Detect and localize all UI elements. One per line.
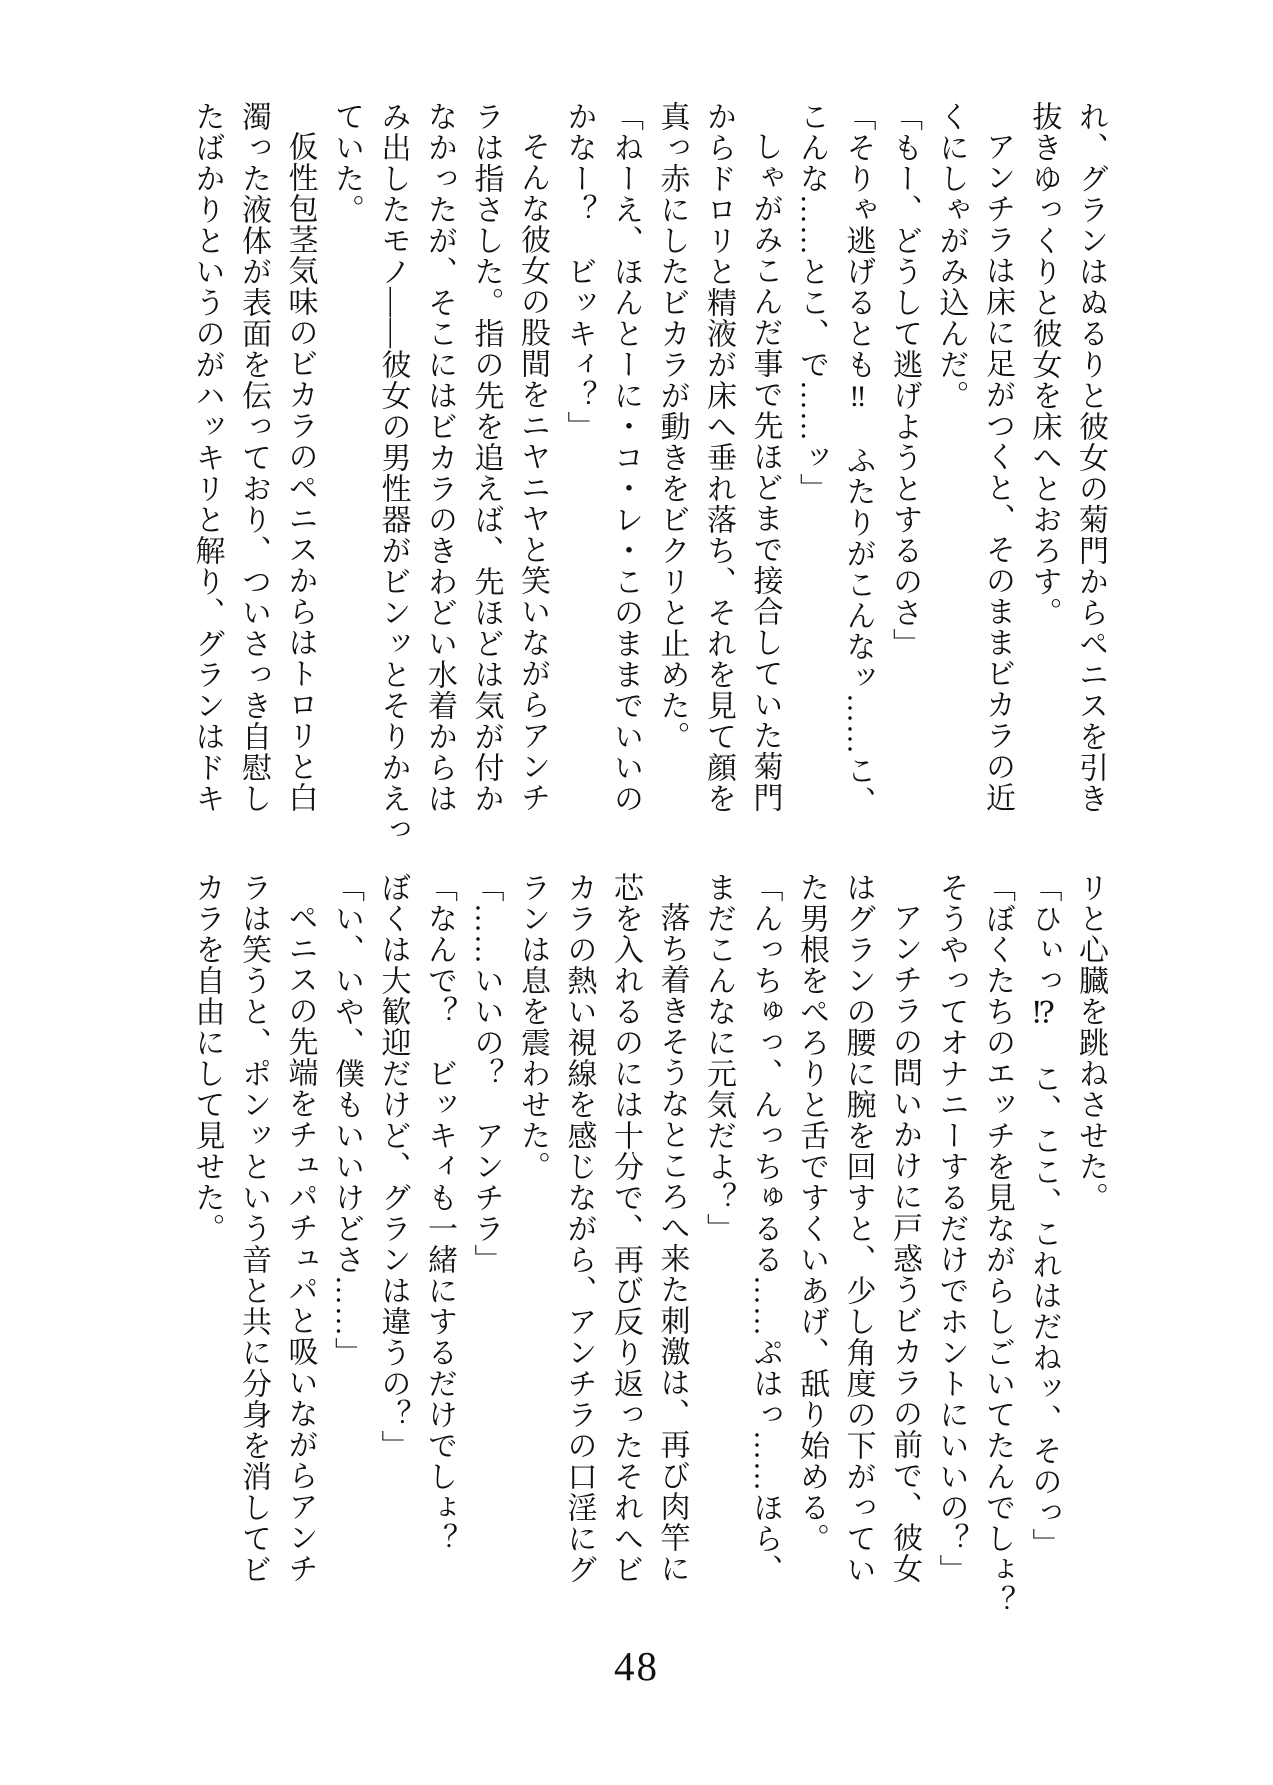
text-line: なかったが、そこにはビカラのきわどい水着からは — [423, 101, 456, 814]
text-line: そうやってオナニーするだけでホントにいいの？」 — [934, 872, 968, 1585]
text-line: カラを自由にして見せた。 — [190, 872, 224, 1244]
text-line: かなー？ ビッキィ？」 — [562, 101, 596, 442]
text-line: ていた。 — [330, 101, 363, 225]
text-line: アンチラの問いかけに戸惑うビカラの前で、彼女 — [888, 902, 921, 1584]
text-line: リと心臓を跳ねさせた。 — [1074, 872, 1107, 1213]
text-line: 「ぼくたちのエッチを見ながらしごいてたんでしょ？ — [981, 872, 1014, 1616]
text-block-top — [183, 101, 1113, 851]
text-line: からドロリと精液が床へ垂れ落ち、それを見て顔を — [702, 101, 735, 814]
text-block-bottom — [183, 872, 1113, 1622]
text-line: 抜きゆっくりと彼女を床へとおろす。 — [1027, 101, 1061, 628]
text-line: 真っ赤にしたビカラが動きをビクリと止めた。 — [655, 101, 689, 752]
text-line: こんな……とこ、で……ッ」 — [795, 101, 828, 504]
text-line: まだこんなに元気だよ？」 — [702, 872, 735, 1244]
text-line: ラは指さした。指の先を追えば、先ほどは気が付か — [469, 101, 503, 814]
text-line: 「……いいの？ アンチラ」 — [469, 872, 503, 1275]
text-line: そんな彼女の股間をニヤニヤと笑いながらアンチ — [516, 131, 549, 813]
text-line: ぼくは大歓迎だけど、グランは違うの？」 — [376, 872, 410, 1461]
text-line: 「そりゃ逃げるとも‼ ふたりがこんなッ……こ、 — [841, 101, 875, 817]
text-line: 仮性包茎気味のビカラのペニスからはトロリと白 — [283, 131, 317, 813]
text-line: しゃがみこんだ事で先ほどまで接合していた菊門 — [748, 131, 782, 813]
text-line: 「い、いや、僕もいいけどさ……」 — [330, 872, 363, 1368]
text-line: 「んっちゅっ、んっちゅるる……ぷはっ……ほら、 — [748, 872, 782, 1585]
text-line: 濁った液体が表面を伝っており、ついさっき自慰し — [237, 101, 270, 814]
text-line: 「なんで？ ビッキィも一緒にするだけでしょ？ — [423, 872, 456, 1554]
text-line: たばかりというのがハッキリと解り、グランはドキ — [190, 101, 224, 814]
text-line: た男根をぺろりと舌ですくいあげ、舐り始める。 — [795, 872, 828, 1554]
text-line: れ、グランはぬるりと彼女の菊門からペニスを引き — [1074, 101, 1107, 814]
text-line: ランは息を震わせた。 — [516, 872, 549, 1182]
text-line: アンチラは床に足がつくと、そのままビカラの近 — [981, 131, 1014, 813]
text-line: み出したモノ――彼女の男性器がビンッとそりかえっ — [376, 101, 410, 845]
text-line: 「ひぃっ⁉ こ、ここ、これはだねッ、そのっ」 — [1027, 872, 1061, 1559]
text-line: くにしゃがみ込んだ。 — [934, 101, 968, 411]
text-line: 「もー、どうして逃げようとするのさ」 — [888, 101, 921, 659]
text-line: はグランの腰に腕を回すと、少し角度の下がってい — [841, 872, 875, 1585]
text-line: 「ねーえ、ほんとーに・コ・レ・このままでいいの — [609, 101, 642, 814]
text-line: カラの熱い視線を感じながら、アンチラの口淫にグ — [562, 872, 596, 1585]
page-number: 48 — [614, 1643, 659, 1689]
text-line: ペニスの先端をチュパチュパと吸いながらアンチ — [283, 902, 317, 1584]
text-line: ラは笑うと、ポンッという音と共に分身を消してビ — [237, 872, 270, 1585]
text-line: 芯を入れるのには十分で、再び反り返ったそれへビ — [609, 872, 642, 1585]
text-line: 落ち着きそうなところへ来た刺激は、再び肉竿に — [655, 902, 689, 1584]
